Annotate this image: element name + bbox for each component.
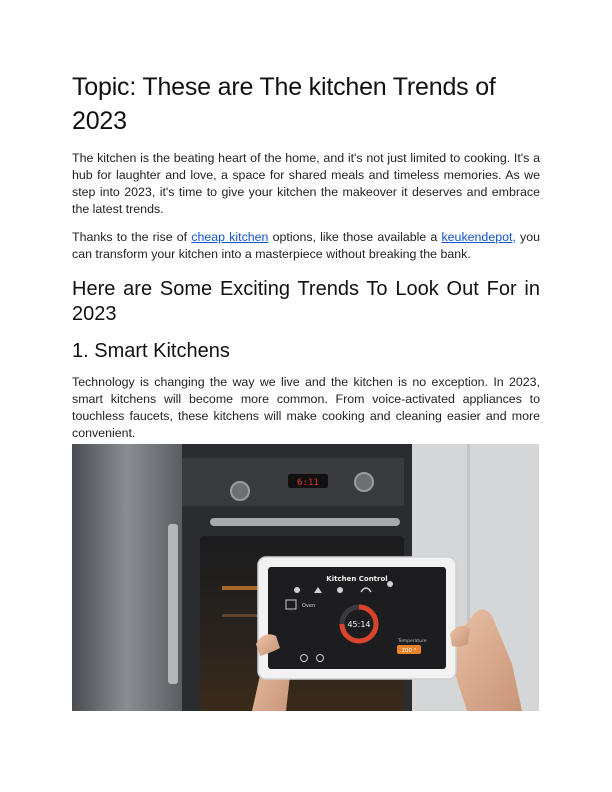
tablet-icon-3 (337, 587, 343, 593)
intro-paragraph: The kitchen is the beating heart of the home, and it's not just limited to cooking. It's a hub for laughter and love, a space for shared meals and timeless memories. As we step into 2023, it's time to give your kitchen the makeover it deserves and embrace the latest trends. (72, 151, 540, 216)
tablet-title: Kitchen Control (326, 575, 388, 583)
smart-kitchens-paragraph: Technology is changing the way we live and the kitchen is no exception. In 2023, smart kitchens will become more common. From voice-activated appliances to touchless faucets, these kitchens will make cooking and cleaning easier and more convenient. (72, 375, 540, 440)
oven-knob-left (231, 482, 249, 500)
subsection-heading: 1. Smart Kitchens (72, 340, 230, 362)
tablet-icon-1 (294, 587, 300, 593)
fridge-handle (168, 524, 178, 684)
timer-value: 45:14 (347, 620, 371, 629)
links-paragraph-text-1: Thanks to the rise of (72, 230, 192, 244)
smart-kitchen-photo (72, 444, 539, 711)
oven-handle (210, 518, 400, 526)
links-paragraph-text-3: you can transform your kitchen into a masterpiece without breaking the bank. (72, 230, 541, 261)
tablet-device (258, 557, 456, 679)
keukendepot-link[interactable]: keukendepot, (441, 230, 516, 244)
links-paragraph-text-2: options, like those available a (268, 230, 442, 244)
oven-knob-right (355, 473, 373, 491)
photo-illustration (72, 444, 539, 711)
oven-display-text: 6:11 (297, 478, 319, 488)
section-heading: Here are Some Exciting Trends To Look Out For in 2023 (72, 278, 540, 325)
cheap-kitchen-link[interactable]: cheap kitchen (191, 230, 269, 244)
tablet-icon-5 (387, 581, 393, 587)
temperature-value: 200 ° (401, 648, 417, 654)
page-title: Topic: These are The kitchen Trends of 2023 (72, 73, 496, 135)
tablet-mode-label: Oven (302, 603, 316, 609)
temperature-label: Temperature (398, 639, 427, 644)
document-body (72, 70, 540, 442)
links-paragraph (72, 229, 540, 263)
fridge (72, 444, 182, 711)
